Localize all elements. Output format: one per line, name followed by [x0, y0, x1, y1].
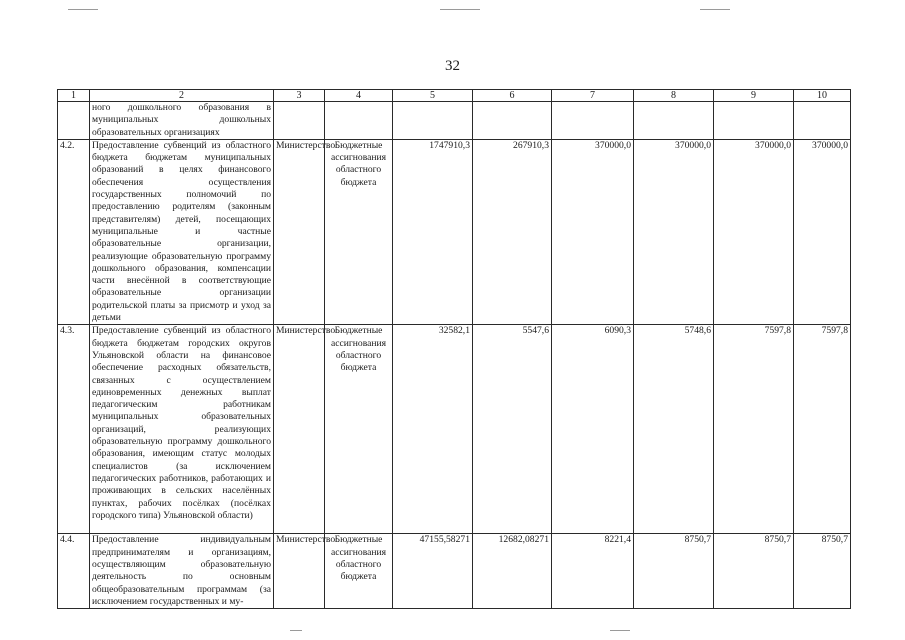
- row-description: Предоставление субвенций из областного бюджета бюджетам городских округов Ульяновской области на финансовое обеспечение расходных обязательств, связанных с осуществлением единовременных денежных выплат педагогическим работникам муниципальных образовательных организаций, реализующих образовательную программу дошкольного образования, имеющим статус молодых специалистов (за исключением педагогических работников, работающих и проживающих в сельских населённых пунктах, рабочих посёлках (посёлках городского типа) Ульяновской области): [90, 325, 274, 534]
- header-cell: 3: [274, 90, 325, 102]
- scan-artifact: [700, 9, 730, 10]
- scan-artifact: [440, 9, 480, 10]
- row-value: 7597,8: [794, 325, 851, 534]
- row-value: 6090,3: [552, 325, 634, 534]
- row-source: Бюджетные ассигнования областного бюджета: [325, 534, 393, 609]
- row-value: [552, 102, 634, 140]
- row-value-total: [393, 102, 473, 140]
- row-value: [634, 102, 714, 140]
- row-executor: Министерство: [274, 534, 325, 609]
- program-table: [57, 89, 851, 609]
- row-description: Предоставление субвенций из областного бюджета бюджетам муниципальных образований в целях финансового обеспечения осуществления государственных полномочий по предоставлению родителям (законным представителям) детей, посещающих муниципальные и частные образовательные организации, реализующие образовательную программу дошкольного образования, компенсации части внесённой в соответствующие образовательные организации родительской платы за присмотр и уход за детьми: [90, 139, 274, 324]
- row-executor: Министерство: [274, 325, 325, 534]
- scan-artifact: [610, 630, 630, 631]
- header-row: [58, 90, 851, 102]
- row-source: Бюджетные ассигнования областного бюджета: [325, 325, 393, 534]
- row-value-total: 1747910,3: [393, 139, 473, 324]
- row-value-total: 47155,58271: [393, 534, 473, 609]
- row-number: 4.2.: [58, 139, 90, 324]
- row-value: 7597,8: [714, 325, 794, 534]
- row-value-total: 32582,1: [393, 325, 473, 534]
- row-value: 370000,0: [552, 139, 634, 324]
- row-value: 8750,7: [634, 534, 714, 609]
- row-number: 4.4.: [58, 534, 90, 609]
- header-cell: 7: [552, 90, 634, 102]
- row-number: 4.3.: [58, 325, 90, 534]
- row-value: 5547,6: [473, 325, 552, 534]
- page-number: 32: [445, 58, 460, 74]
- header-cell: 5: [393, 90, 473, 102]
- row-number: [58, 102, 90, 140]
- table-row: [58, 534, 851, 609]
- row-description: ного дошкольного образования в муниципальных дошкольных образовательных организациях: [90, 102, 274, 140]
- row-value: 5748,6: [634, 325, 714, 534]
- table-row: [58, 102, 851, 140]
- row-value: [714, 102, 794, 140]
- row-source: Бюджетные ассигнования областного бюджета: [325, 139, 393, 324]
- row-value: 267910,3: [473, 139, 552, 324]
- row-executor: [274, 102, 325, 140]
- table-row: [58, 139, 851, 324]
- row-value: 370000,0: [794, 139, 851, 324]
- header-cell: 2: [90, 90, 274, 102]
- header-cell: 10: [794, 90, 851, 102]
- header-cell: 1: [58, 90, 90, 102]
- table-row: [58, 325, 851, 534]
- scan-artifact: [290, 630, 302, 631]
- scan-artifact: [68, 9, 98, 10]
- row-source: [325, 102, 393, 140]
- row-value: 370000,0: [634, 139, 714, 324]
- header-cell: 8: [634, 90, 714, 102]
- row-value: 8750,7: [714, 534, 794, 609]
- row-value: 8221,4: [552, 534, 634, 609]
- row-executor: Министерство: [274, 139, 325, 324]
- row-value: [794, 102, 851, 140]
- row-value: 12682,08271: [473, 534, 552, 609]
- row-value: 370000,0: [714, 139, 794, 324]
- header-cell: 4: [325, 90, 393, 102]
- row-value: 8750,7: [794, 534, 851, 609]
- header-cell: 6: [473, 90, 552, 102]
- header-cell: 9: [714, 90, 794, 102]
- row-description: Предоставление индивидуальным предпринимателям и организациям, осуществляющим образовательную деятельность по основным общеобразовательным программам (за исключением государственных и му-: [90, 534, 274, 609]
- row-value: [473, 102, 552, 140]
